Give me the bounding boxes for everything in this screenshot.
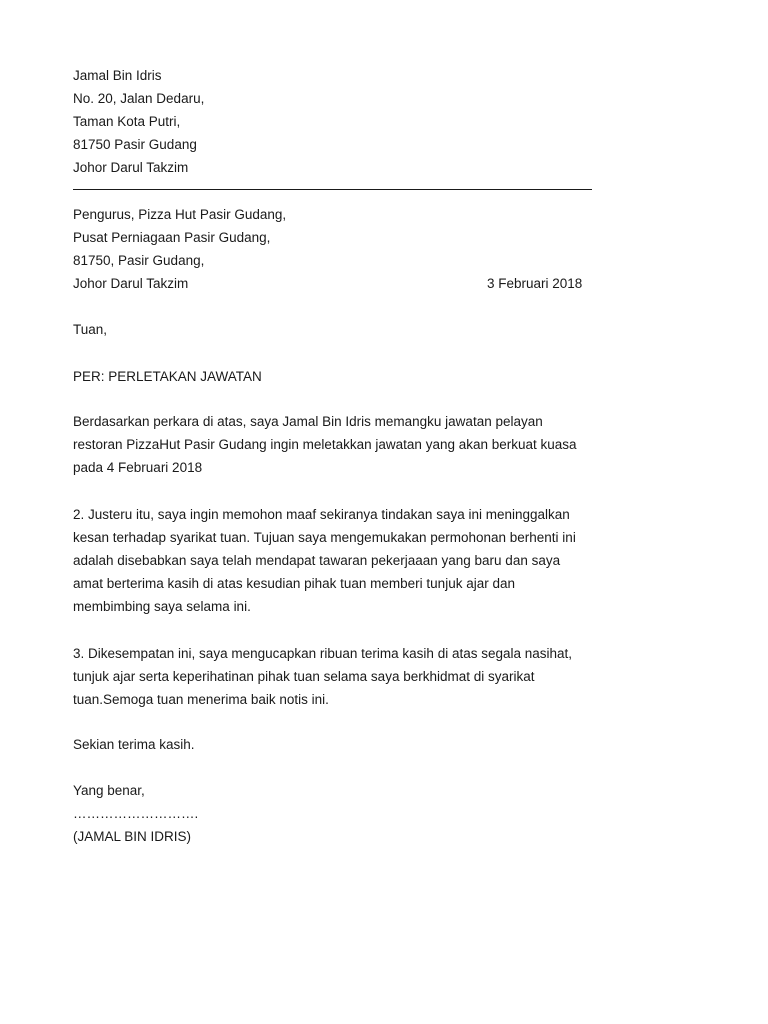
paragraph-line: membimbing saya selama ini. <box>73 599 251 614</box>
paragraph-line: 2. Justeru itu, saya ingin memohon maaf sekiranya tindakan saya ini meninggalkan <box>73 507 570 522</box>
paragraph-line: kesan terhadap syarikat tuan. Tujuan saya mengemukakan permohonan berhenti ini <box>73 530 576 545</box>
sender-address-line: Johor Darul Takzim <box>73 160 189 175</box>
recipient-address-line: 81750, Pasir Gudang, <box>73 253 205 268</box>
paragraph-line: amat berterima kasih di atas kesudian pihak tuan memberi tunjuk ajar dan <box>73 576 515 591</box>
paragraph-line: 3. Dikesempatan ini, saya mengucapkan ribuan terima kasih di atas segala nasihat, <box>73 646 573 661</box>
sender-address-line: Taman Kota Putri, <box>73 114 181 129</box>
paragraph-line: tunjuk ajar serta keperihatinan pihak tuan selama saya berkhidmat di syarikat <box>73 669 535 684</box>
closing-line: Sekian terima kasih. <box>73 737 195 752</box>
letter-date: 3 Februari 2018 <box>487 276 583 291</box>
paragraph-line: adalah disebabkan saya telah mendapat tawaran pekerjaaan yang baru dan saya <box>73 553 561 568</box>
paragraph-line: restoran PizzaHut Pasir Gudang ingin meletakkan jawatan yang akan berkuat kuasa <box>73 437 577 452</box>
paragraph-line: pada 4 Februari 2018 <box>73 460 203 475</box>
paragraph-line: Berdasarkan perkara di atas, saya Jamal Bin Idris memangku jawatan pelayan <box>73 414 543 429</box>
salutation: Tuan, <box>73 322 108 337</box>
signoff-line: Yang benar, <box>73 783 145 798</box>
recipient-address-line: Pusat Perniagaan Pasir Gudang, <box>73 230 271 245</box>
signature-dots: ………………………. <box>73 806 199 821</box>
divider-rule <box>73 189 592 190</box>
recipient-address-line: Pengurus, Pizza Hut Pasir Gudang, <box>73 207 287 222</box>
sender-address-line: 81750 Pasir Gudang <box>73 137 197 152</box>
paragraph-line: tuan.Semoga tuan menerima baik notis ini. <box>73 692 329 707</box>
sender-name: Jamal Bin Idris <box>73 68 162 83</box>
recipient-address-line: Johor Darul Takzim <box>73 276 189 291</box>
sender-address-line: No. 20, Jalan Dedaru, <box>73 91 205 106</box>
signature-name: (JAMAL BIN IDRIS) <box>73 829 192 844</box>
subject-line: PER: PERLETAKAN JAWATAN <box>73 369 262 384</box>
